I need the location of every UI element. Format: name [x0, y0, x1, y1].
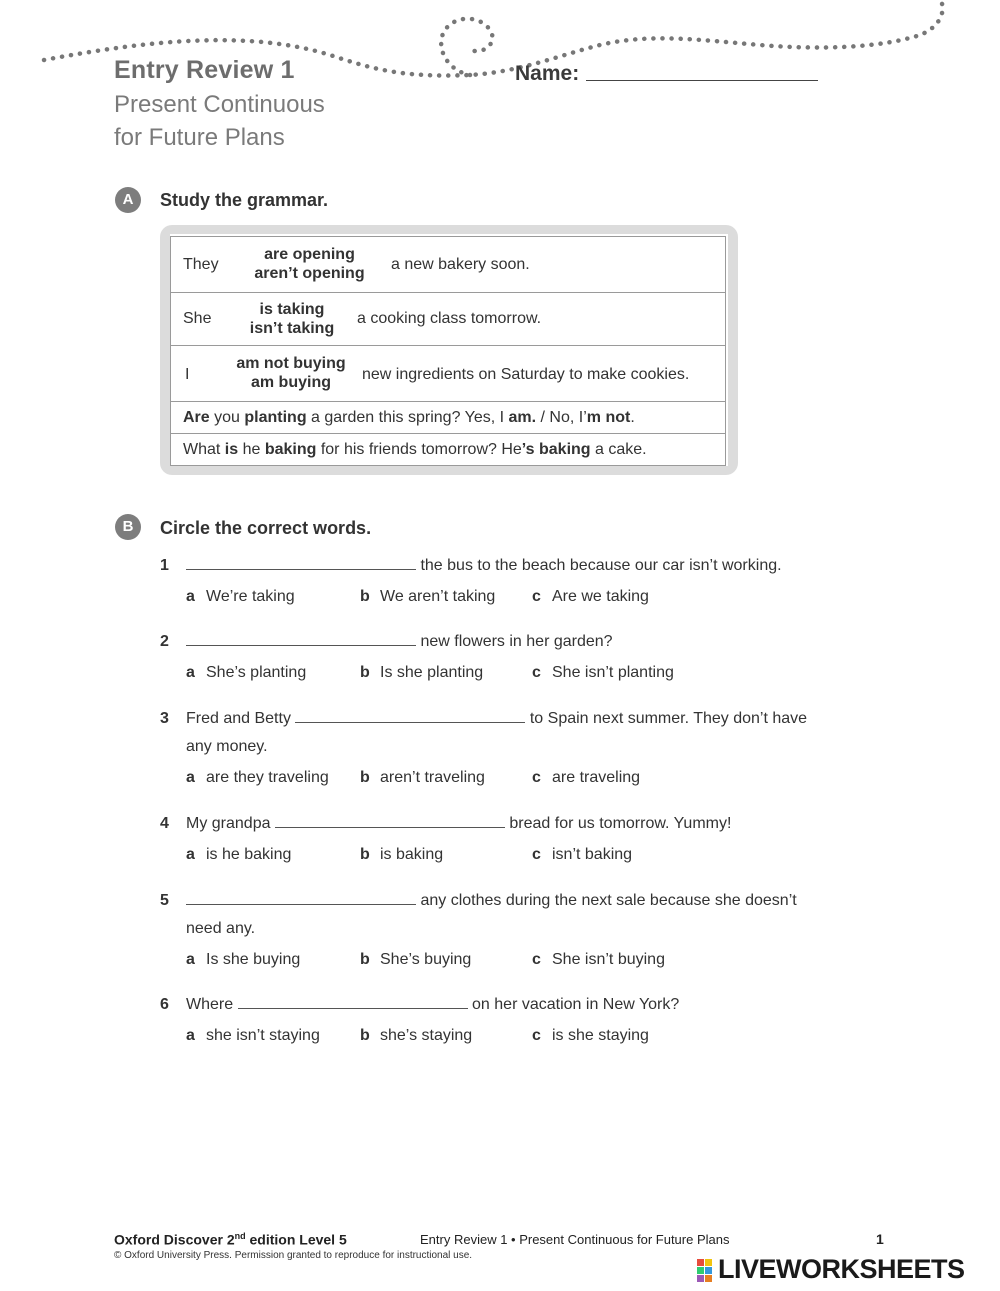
option-letter: b: [360, 664, 370, 681]
question-text: Fred and Betty to Spain next summer. They don’t have: [186, 710, 808, 727]
option-b[interactable]: is baking: [380, 846, 444, 863]
grammar-question-row: [170, 401, 726, 434]
option-a[interactable]: is he baking: [206, 846, 292, 863]
grammar-question-row: [170, 433, 726, 466]
page-subtitle-line2: for Future Plans: [114, 124, 285, 151]
section-a-badge: A: [115, 187, 141, 213]
option-b[interactable]: We aren’t taking: [380, 588, 496, 605]
answer-blank[interactable]: [186, 557, 416, 570]
question-text: any clothes during the next sale because she doesn’t: [186, 892, 797, 910]
question-text: the bus to the beach because our car isn’t working.: [186, 557, 782, 575]
question-text: new flowers in her garden?: [186, 633, 613, 651]
answer-blank[interactable]: [295, 710, 525, 723]
grammar-rest: a new bakery soon.: [391, 256, 530, 273]
grammar-rest: a cooking class tomorrow.: [357, 310, 542, 327]
section-b-badge: B: [115, 514, 141, 540]
copyright-notice: © Oxford University Press. Permission granted to reproduce for instructional use.: [114, 1250, 473, 1261]
option-c[interactable]: She isn’t buying: [552, 951, 665, 968]
question-number: 4: [160, 815, 169, 832]
option-letter: b: [360, 769, 370, 786]
section-a-title: Study the grammar.: [160, 190, 329, 210]
grammar-question-sentence: What is he baking for his friends tomorrow? He’s baking a cake.: [183, 441, 647, 458]
question-number: 2: [160, 633, 169, 650]
option-letter: b: [360, 588, 370, 605]
question-number: 1: [160, 557, 169, 574]
option-a[interactable]: Is she buying: [206, 951, 301, 968]
grammar-rest: new ingredients on Saturday to make cookies.: [362, 366, 690, 383]
footer-brand: Oxford Discover 2nd edition Level 5: [114, 1231, 347, 1248]
grammar-form-affirmative: is taking: [259, 301, 325, 318]
option-letter: c: [532, 846, 541, 863]
option-letter: a: [186, 846, 195, 863]
option-letter: b: [360, 846, 370, 863]
question-text: Where on her vacation in New York?: [186, 996, 680, 1013]
option-letter: a: [186, 1027, 195, 1044]
page-number: 1: [876, 1231, 884, 1247]
option-letter: a: [186, 951, 195, 968]
grammar-forms: [247, 245, 372, 283]
option-a[interactable]: she isn’t staying: [206, 1027, 320, 1044]
option-c[interactable]: isn’t baking: [552, 846, 633, 863]
name-input-line[interactable]: [586, 80, 818, 81]
question-number: 5: [160, 892, 169, 909]
option-letter: c: [532, 1027, 541, 1044]
name-label: Name:: [515, 62, 580, 85]
option-letter: b: [360, 1027, 370, 1044]
grammar-subject: She: [183, 310, 212, 327]
option-a[interactable]: We’re taking: [206, 588, 295, 605]
grammar-question-sentence: Are you planting a garden this spring? Yes, I am. / No, I’m not.: [183, 409, 635, 426]
grammar-subject: They: [183, 256, 219, 273]
option-b[interactable]: aren’t traveling: [380, 769, 485, 786]
question-number: 6: [160, 996, 169, 1013]
grammar-form-affirmative: are opening: [264, 246, 355, 263]
grammar-form-affirmative: am buying: [250, 374, 331, 391]
grammar-table: [170, 234, 728, 466]
answer-blank[interactable]: [186, 892, 416, 905]
grammar-row: [170, 292, 726, 346]
liveworksheets-logo[interactable]: LIVEWORKSHEETS: [718, 1254, 965, 1284]
grammar-row: [170, 345, 726, 402]
option-c[interactable]: She isn’t planting: [552, 664, 674, 681]
option-letter: b: [360, 951, 370, 968]
option-letter: a: [186, 769, 195, 786]
question-text-line2: any money.: [186, 738, 268, 755]
grammar-form-negative: isn’t taking: [249, 320, 335, 337]
option-a[interactable]: are they traveling: [206, 769, 329, 786]
option-b[interactable]: she’s staying: [380, 1027, 473, 1044]
question-number: 3: [160, 710, 169, 727]
page-subtitle-line1: Present Continuous: [114, 91, 325, 118]
answer-blank[interactable]: [275, 815, 505, 828]
grammar-forms: [237, 300, 347, 338]
option-c[interactable]: is she staying: [552, 1027, 649, 1044]
option-letter: c: [532, 951, 541, 968]
option-a[interactable]: She’s planting: [206, 664, 307, 681]
footer-subtitle: Entry Review 1 • Present Continuous for Future Plans: [420, 1232, 730, 1247]
grammar-form-negative: am not buying: [236, 355, 346, 372]
answer-blank[interactable]: [238, 996, 468, 1009]
grammar-form-negative: aren’t opening: [254, 265, 365, 282]
grammar-subject: I: [185, 366, 190, 383]
option-c[interactable]: Are we taking: [552, 588, 649, 605]
option-letter: c: [532, 664, 541, 681]
option-letter: c: [532, 588, 541, 605]
grammar-row: [170, 236, 726, 293]
grammar-forms: [221, 354, 361, 392]
option-letter: a: [186, 664, 195, 681]
question-text: My grandpa bread for us tomorrow. Yummy!: [186, 815, 732, 832]
option-b[interactable]: She’s buying: [380, 951, 472, 968]
option-letter: c: [532, 769, 541, 786]
option-letter: a: [186, 588, 195, 605]
question-text-line2: need any.: [186, 920, 256, 937]
option-c[interactable]: are traveling: [552, 769, 641, 786]
answer-blank[interactable]: [186, 633, 416, 646]
page-title: Entry Review 1: [114, 56, 295, 84]
section-b-title: Circle the correct words.: [160, 518, 372, 538]
option-b[interactable]: Is she planting: [380, 664, 484, 681]
